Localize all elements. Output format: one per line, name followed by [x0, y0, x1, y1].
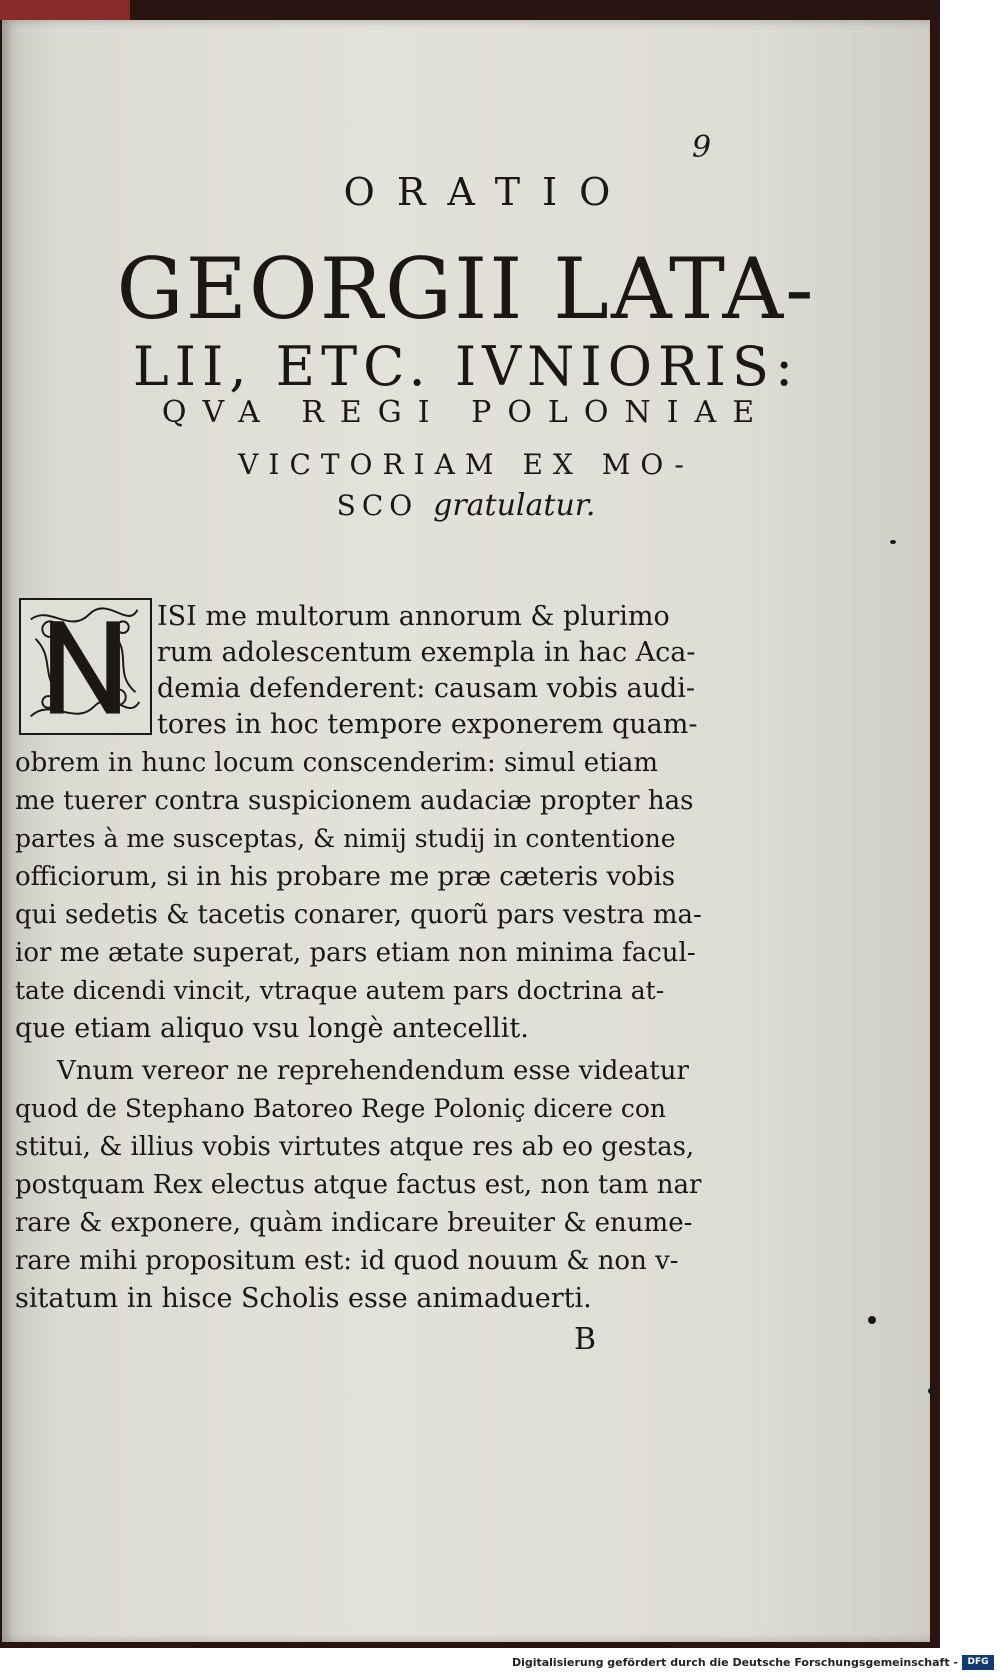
body-line: officiorum, si in his probare me præ cæteris vobis [15, 862, 676, 892]
heading-line-4: QVA REGI POLONIAE [161, 395, 771, 430]
binding-edge [0, 0, 130, 20]
heading-line-5: VICTORIAM EX MO- [238, 448, 694, 481]
heading-line-2: GEORGII LATA- [116, 240, 816, 338]
body-line: stitui, & illius vobis virtutes atque res ab eo gestas, [15, 1132, 695, 1162]
body-line: quod de Stephano Batoreo Rege Poloniç dicere con [15, 1094, 667, 1123]
ink-speck [890, 540, 896, 544]
body-line: que etiam aliquo vsu longè antecellit. [15, 1013, 529, 1044]
dfg-logo: DFG [962, 1655, 994, 1670]
heading-line-6-italic: gratulatur. [433, 488, 596, 523]
body-line: Vnum vereor ne reprehendendum esse videatur [57, 1056, 689, 1086]
body-line: postquam Rex electus atque factus est, non tam nar [15, 1170, 702, 1200]
page-number: 9 [692, 130, 712, 165]
heading-line-6-prefix: SCO [336, 489, 419, 522]
body-line: partes à me susceptas, & nimij studij in contentione [15, 824, 676, 853]
footer-bar [0, 1650, 1000, 1678]
ink-speck [868, 1316, 876, 1324]
body-line: tores in hoc tempore exponerem quam- [157, 709, 698, 740]
footer-credit: Digitalisierung gefördert durch die Deutsche Forschungsgemeinschaft - [511, 1656, 958, 1669]
body-line: rare mihi propositum est: id quod nouum & non v- [15, 1246, 679, 1276]
ink-speck [928, 1388, 934, 1394]
body-line: demia defenderent: causam vobis audi- [157, 673, 696, 704]
body-line: rum adolescentum exempla in hac Aca- [157, 637, 696, 668]
book-page [2, 20, 930, 1642]
heading-line-6 [2, 488, 930, 523]
ornament-icon [21, 600, 150, 733]
heading-line-1: ORATIO [343, 170, 633, 214]
body-line: qui sedetis & tacetis conarer, quorũ pars vestra ma- [15, 900, 702, 930]
body-line: tate dicendi vincit, vtraque autem pars doctrina at- [15, 976, 665, 1005]
body-line: sitatum in hisce Scholis esse animaduerti. [15, 1283, 592, 1314]
heading-line-3: LII, ETC. IVNIORIS: [132, 335, 800, 398]
body-line: ior me ætate superat, pars etiam non minima facul- [15, 938, 696, 968]
decorated-initial-n [19, 598, 152, 735]
body-line: obrem in hunc locum conscenderim: simul etiam [15, 748, 659, 778]
body-line: ISI me multorum annorum & plurimo [157, 601, 670, 632]
body-line: rare & exponere, quàm indicare breuiter & enume- [15, 1208, 693, 1238]
body-line: me tuerer contra suspicionem audaciæ propter has [15, 786, 694, 816]
catchword: B [574, 1322, 597, 1357]
